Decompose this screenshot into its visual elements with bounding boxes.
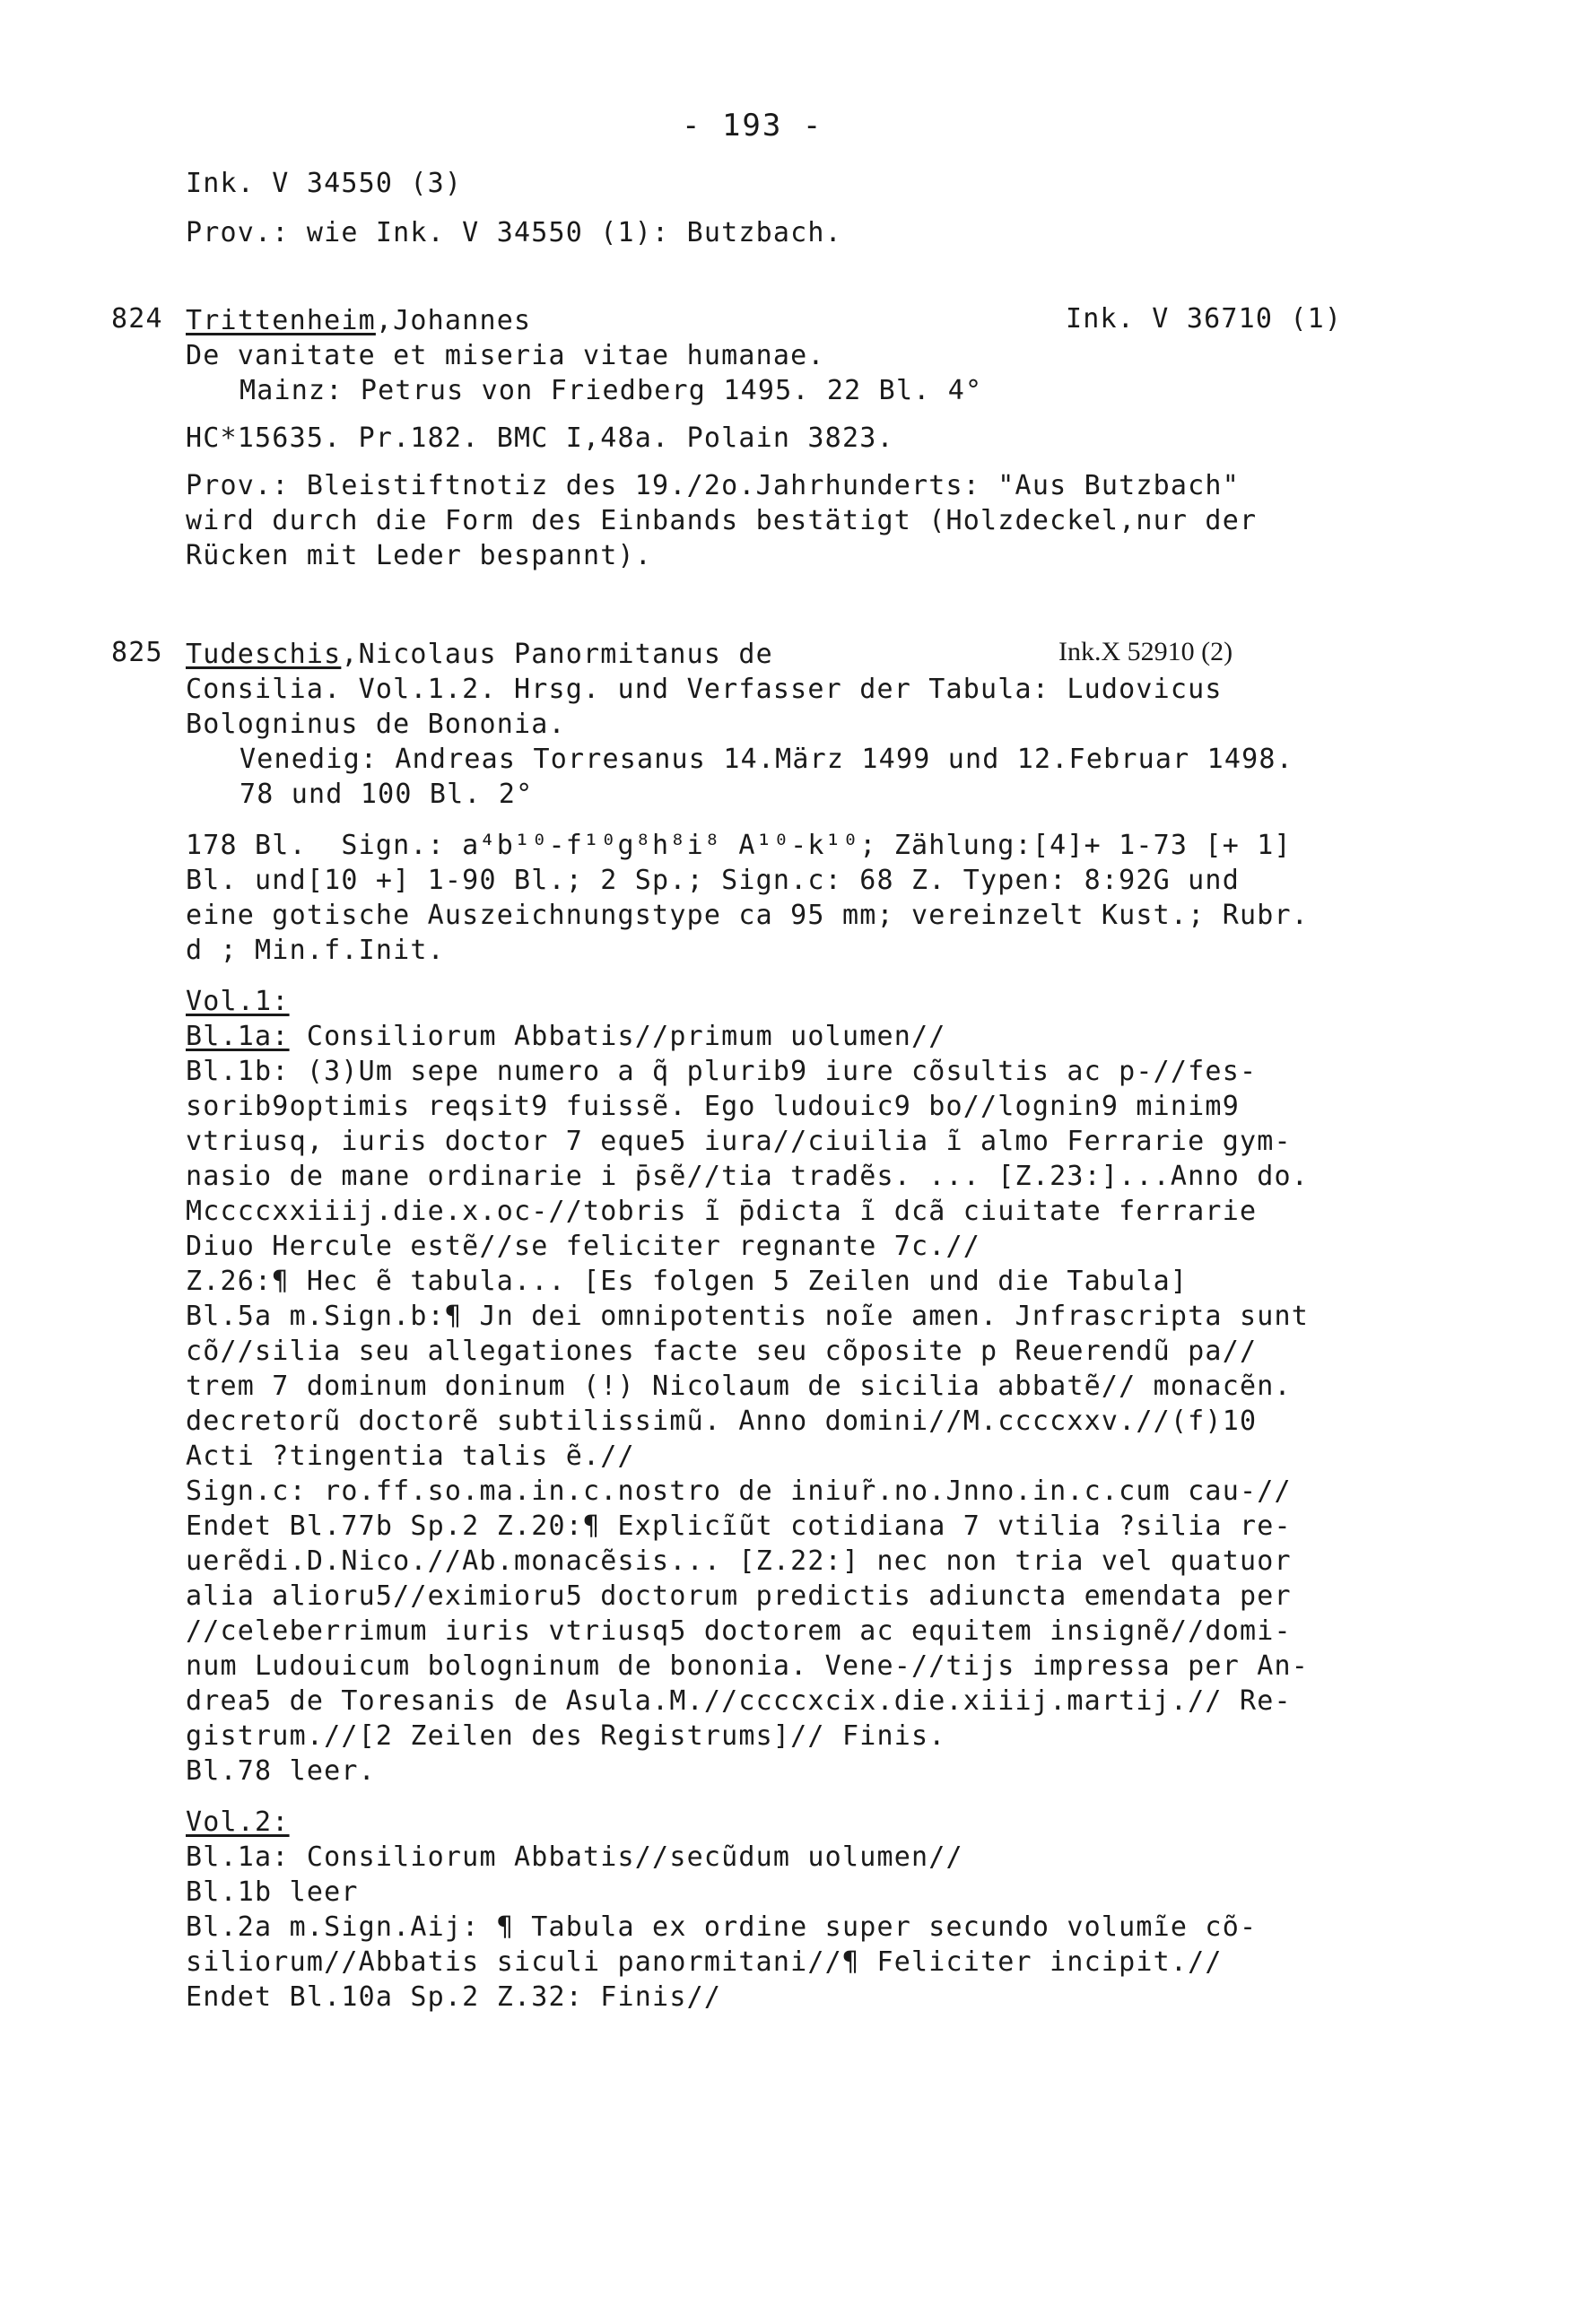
vol1-line: Bl.1b: (3)Um sepe numero a q̃ plurib9 iure cõsultis ac p-//fes-: [186, 1056, 1258, 1087]
entry-824-title: De vanitate et miseria vitae humanae.: [186, 340, 825, 371]
header-provenance: Prov.: wie Ink. V 34550 (1): Butzbach.: [186, 217, 842, 248]
vol1-line: Acti ?tingentia talis ẽ.//: [186, 1441, 635, 1472]
entry-825-imprint: Venedig: Andreas Torresanus 14.März 1499 und 12.Februar 1498.: [240, 744, 1293, 775]
entry-825-shelfmark: Ink.X 52910 (2): [1058, 637, 1233, 666]
vol1-line-first: [186, 1019, 1442, 1054]
vol1-line: vtriusq, iuris doctor 7 eque5 iura//ciuilia ĩ almo Ferrarie gym-: [186, 1126, 1292, 1157]
entry-824-provenance-3: Rücken mit Leder bespannt).: [186, 540, 653, 571]
vol2-line: Bl.1b leer: [186, 1876, 359, 1908]
vol1-line: sorib9optimis reqsit9 fuissẽ. Ego ludouic9 bo//lognin9 minim9: [186, 1091, 1240, 1122]
vol1-line: trem 7 dominum doninum (!) Nicolaum de sicilia abbatẽ// monacẽn.: [186, 1371, 1292, 1402]
entry-824-imprint: Mainz: Petrus von Friedberg 1495. 22 Bl. 4°: [240, 375, 983, 406]
vol1-line: Diuo Hercule estẽ//se feliciter regnante 7c.//: [186, 1231, 981, 1262]
vol1-line: alia alioru5//eximioru5 doctorum predictis adiuncta emendata per: [186, 1580, 1292, 1612]
entry-825-collation-1: 178 Bl. Sign.: a⁴b¹⁰-f¹⁰g⁸h⁸i⁸ A¹⁰-k¹⁰; Zählung:[4]+ 1-73 [+ 1]: [186, 830, 1292, 861]
vol1-line: //celeberrimum iuris vtriusq5 doctorem ac equitem insignẽ//domi-: [186, 1615, 1292, 1647]
vol1-line: decretorũ doctorẽ subtilissimũ. Anno domini//M.ccccxxv.//(f)10: [186, 1406, 1258, 1437]
vol1-line: cõ//silia seu allegationes facte seu cõposite p Reuerendũ pa//: [186, 1336, 1258, 1367]
vol1-line: Bl.78 leer.: [186, 1755, 376, 1787]
entry-825-author-rest: ,Nicolaus Panormitanus de: [341, 639, 773, 670]
header-shelfmark: Ink. V 34550 (3): [186, 168, 463, 199]
entry-825: [186, 637, 1442, 2015]
vol1-heading: Vol.1:: [186, 986, 290, 1017]
vol1-first-rest: Consiliorum Abbatis//primum uolumen//: [289, 1021, 946, 1052]
vol1-line: Sign.c: ro.ff.so.ma.in.c.nostro de iniur̃.no.Jnno.in.c.cum cau-//: [186, 1475, 1292, 1507]
entry-824-author-line: [186, 303, 1442, 338]
vol1-line: drea5 de Toresanis de Asula.M.//ccccxcix.die.xiiij.martij.// Re-: [186, 1685, 1292, 1717]
entry-824: [186, 303, 1442, 573]
vol2-heading: Vol.2:: [186, 1806, 290, 1838]
vol2-line: Bl.1a: Consiliorum Abbatis//secũdum uolumen//: [186, 1841, 963, 1873]
entry-824-provenance-1: Prov.: Bleistiftnotiz des 19./2o.Jahrhunderts: "Aus Butzbach": [186, 470, 1240, 501]
entry-824-author-rest: ,Johannes: [375, 305, 532, 336]
vol2-line: Bl.2a m.Sign.Aij: ¶ Tabula ex ordine super secundo volumĩe cõ-: [186, 1911, 1258, 1943]
vol1-line: Z.26:¶ Hec ẽ tabula... [Es folgen 5 Zeilen und die Tabula]: [186, 1266, 1189, 1297]
vol1-line: gistrum.//[2 Zeilen des Registrums]// Finis.: [186, 1720, 946, 1752]
entry-824-shelfmark: Ink. V 36710 (1): [1066, 303, 1343, 335]
entry-825-collation-2: Bl. und[10 +] 1-90 Bl.; 2 Sp.; Sign.c: 68 Z. Typen: 8:92G und: [186, 865, 1240, 896]
vol1-line: num Ludouicum bologninum de bononia. Vene-//tijs impressa per An-: [186, 1650, 1309, 1682]
entry-825-title: Consilia. Vol.1.2. Hrsg. und Verfasser der Tabula: Ludovicus: [186, 674, 1223, 705]
entry-825-author-line: [186, 637, 1442, 672]
entry-825-collation-3: eine gotische Auszeichnungstype ca 95 mm; vereinzelt Kust.; Rubr.: [186, 900, 1309, 931]
header-block: [186, 166, 1442, 250]
entry-825-title-2: Bologninus de Bononia.: [186, 709, 566, 740]
entry-825-collation-4: d ; Min.f.Init.: [186, 935, 445, 966]
vol1-line: uerẽdi.D.Nico.//Ab.monacẽsis... [Z.22:] nec non tria vel quatuor: [186, 1545, 1292, 1577]
vol2-line: siliorum//Abbatis siculi panormitani//¶ Feliciter incipit.//: [186, 1946, 1223, 1978]
entry-824-author: Trittenheim: [186, 305, 376, 336]
entry-824-references: HC*15635. Pr.182. BMC I,48a. Polain 3823.: [186, 422, 894, 454]
entry-824-provenance-2: wird durch die Form des Einbands bestätigt (Holzdeckel,nur der: [186, 505, 1258, 536]
vol1-line: Bl.5a m.Sign.b:¶ Jn dei omnipotentis noĩe amen. Jnfrascripta sunt: [186, 1301, 1309, 1332]
vol1-first-label: Bl.1a:: [186, 1021, 290, 1052]
vol1-line: Mccccxxiiij.die.x.oc-//tobris ĩ p̄dicta ĩ dcã ciuitate ferrarie: [186, 1196, 1258, 1227]
entry-825-format: 78 und 100 Bl. 2°: [240, 779, 534, 810]
vol1-line: Endet Bl.77b Sp.2 Z.20:¶ Explicĩũt cotidiana 7 vtilia ?silia re-: [186, 1510, 1292, 1542]
entry-825-author: Tudeschis: [186, 639, 342, 670]
vol2-line: Endet Bl.10a Sp.2 Z.32: Finis//: [186, 1981, 722, 2013]
entry-number-824: 824: [111, 303, 163, 335]
vol1-line: nasio de mane ordinarie i p̄sẽ//tia tradẽs. ... [Z.23:]...Anno do.: [186, 1161, 1309, 1192]
entry-number-825: 825: [111, 637, 163, 668]
page-number: - 193 -: [682, 108, 823, 144]
